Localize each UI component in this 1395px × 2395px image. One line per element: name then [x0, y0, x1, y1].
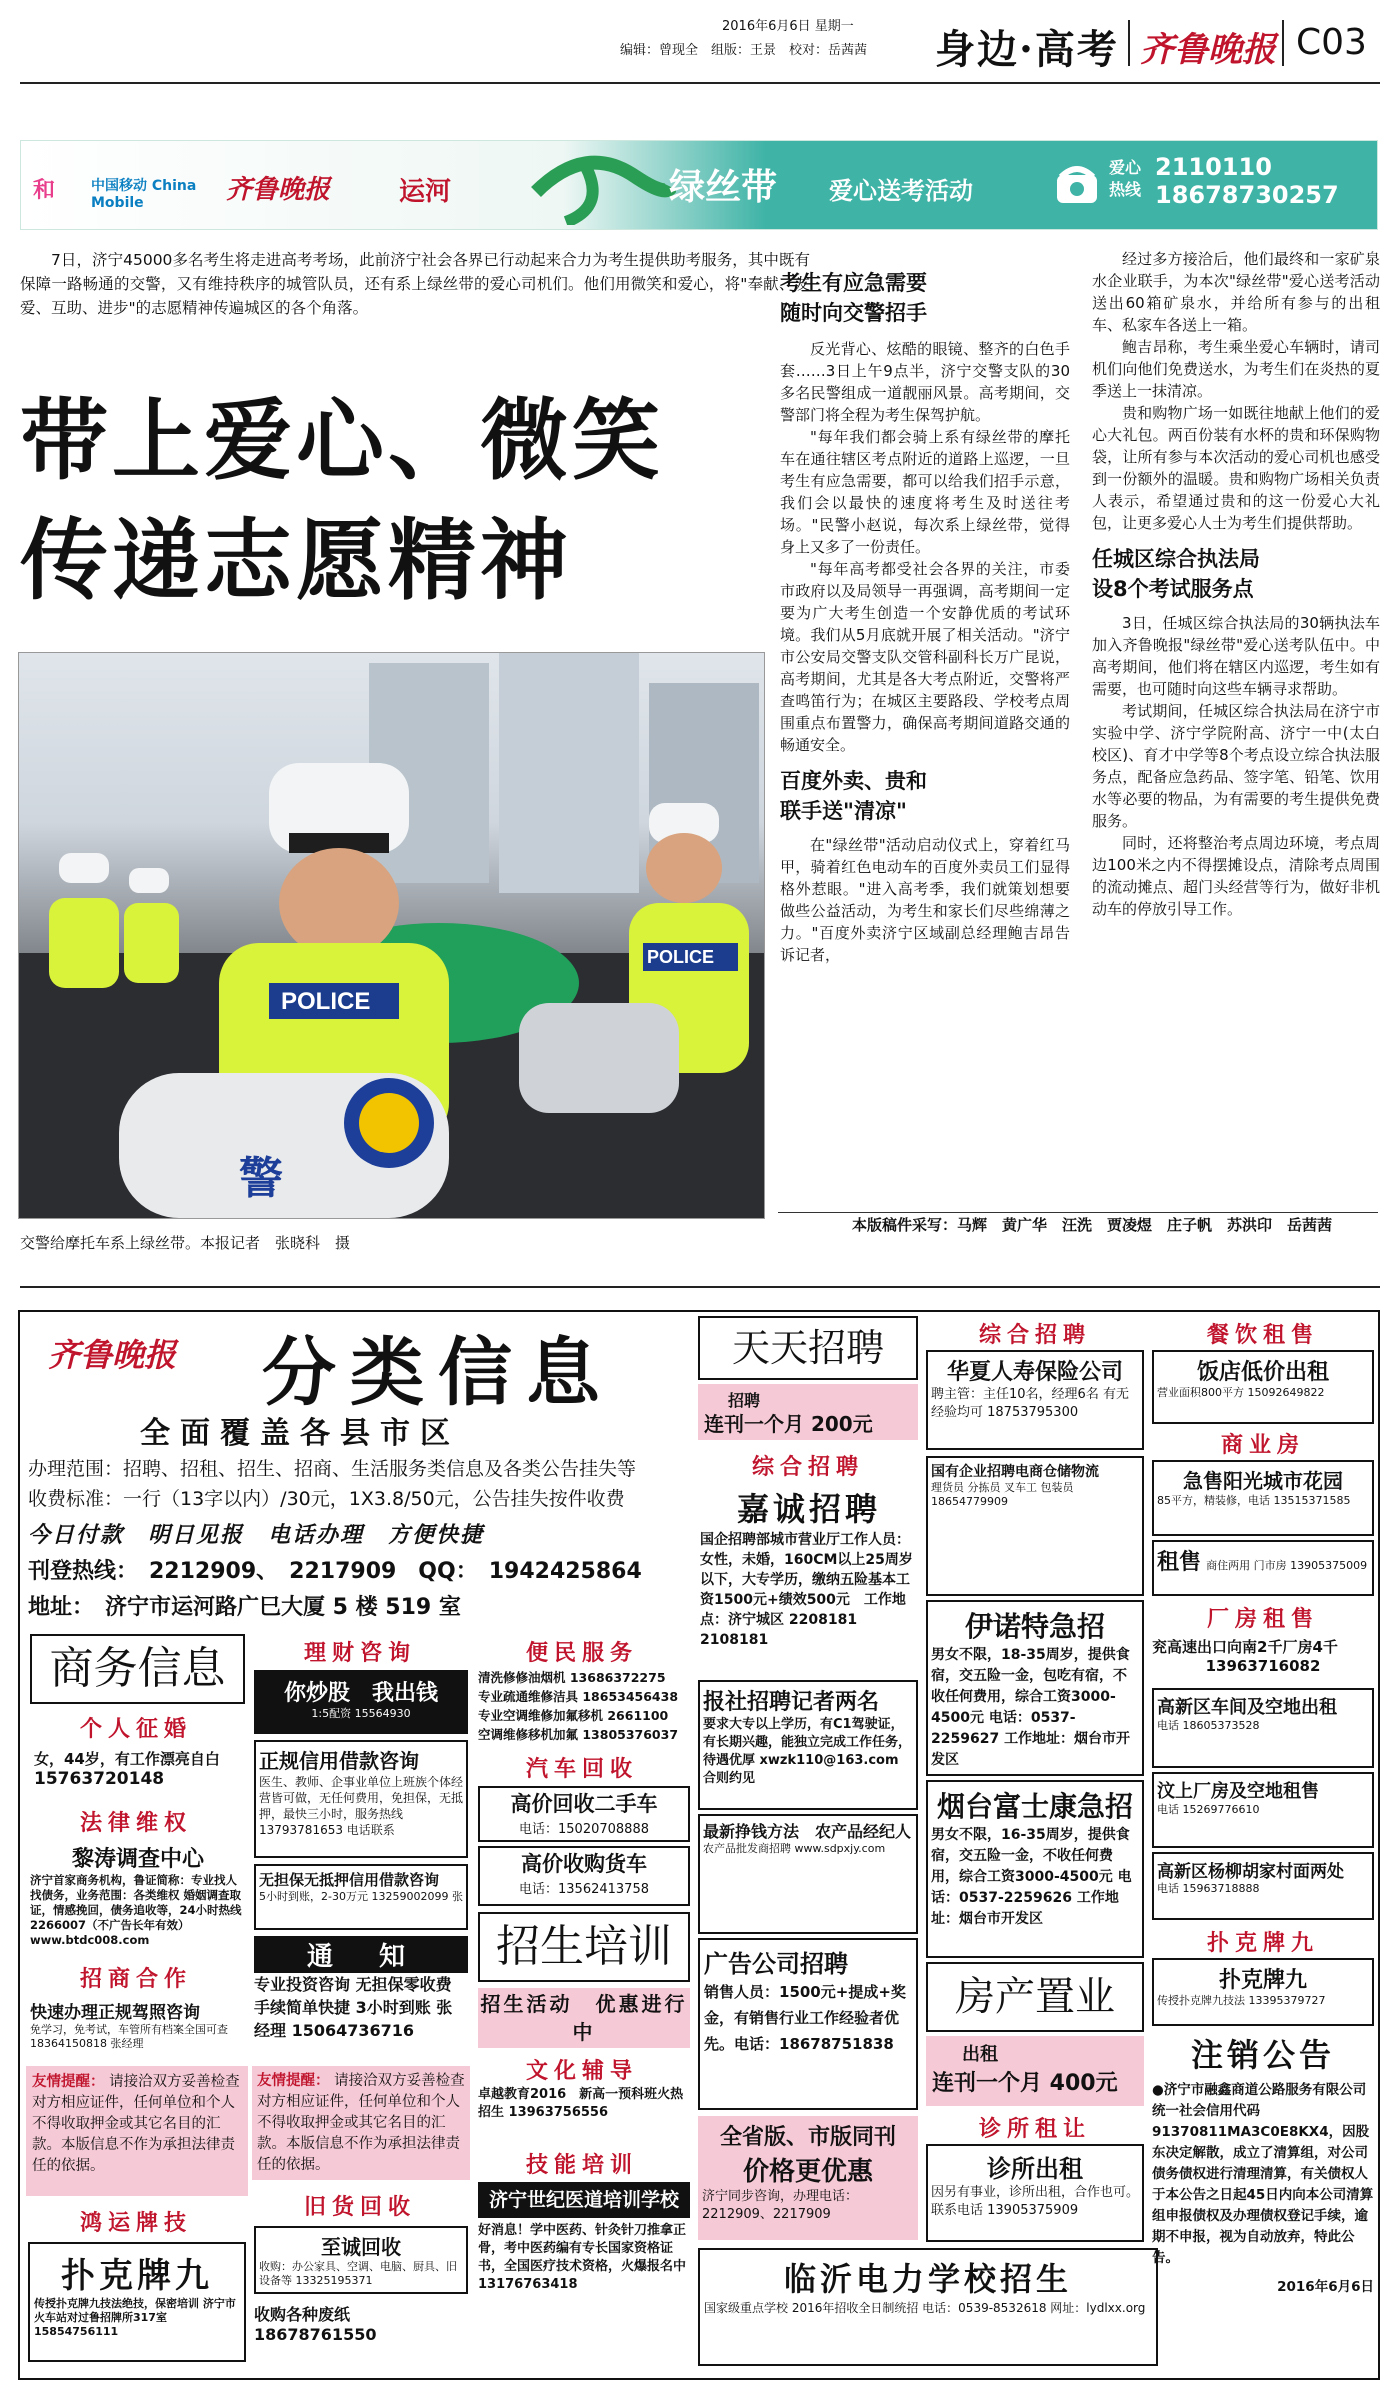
reminder-box-2	[252, 2066, 470, 2180]
paragraph: 考试期间，任城区综合执法局在济宁市实验中学、济宁学院附高、济宁一中(太白校区)、育才中学等8个考点设立综合执法服务点，配备应急药品、签字笔、铅笔、饮用水等必要的物品，为有需要的考生提供免费服务。	[1092, 702, 1380, 830]
personal-ad-phone: 15763720148	[34, 1769, 165, 1789]
clinic-ad	[926, 2144, 1144, 2242]
invest-section: 招商合作	[79, 1967, 192, 1992]
hotline-number-2: 18678730257	[1155, 181, 1339, 209]
sunshine-ad	[1152, 1460, 1374, 1536]
cancellation-date: 2016年6月6日	[1277, 2279, 1374, 2295]
factory-ad-1-title: 兖高速出口向南2千厂房4千	[1152, 1638, 1338, 1656]
yinuo-text: 男女不限，18-35周岁，提供食宿，交五险一金，包吃有宿，不收任何费用，综合工资3000-4500元 电话：0537-2259627 工作地址：烟台市开发区	[931, 1647, 1131, 1768]
driving-title: 快速办理正规驾照咨询	[30, 2003, 200, 2023]
latest-title: 最新挣钱方法 农产品经纪人	[703, 1822, 912, 1841]
lend-text: 1:5配资 15564930	[311, 1707, 411, 1720]
used-car-phone: 电话：15020708888	[519, 1822, 649, 1837]
reminder-text: 请接洽双方妥善检查对方相应证件，任何单位和个人不得收取押金或其它名目的汇款。本版信息不作为承担法律责任的依据。	[257, 2073, 465, 2173]
header-rule	[20, 82, 1380, 84]
linyi-school-ad	[698, 2248, 1158, 2366]
yinuo-title: 伊诺特急招	[964, 1610, 1105, 1643]
auto-section: 汽车回收	[525, 1757, 638, 1782]
clinic-section: 诊所租让	[978, 2117, 1091, 2142]
no-guarantee-ad	[254, 1864, 468, 1930]
edu-box: 招生培训	[478, 1912, 690, 1982]
rent-price-box	[926, 2036, 1144, 2106]
header-editors: 编辑：曾现全 组版：王景 校对：岳茜茜	[620, 43, 868, 58]
article-column-2	[780, 268, 1070, 966]
puke-section-right: 扑克牌九	[1206, 1931, 1319, 1956]
factory-ad-4-title: 高新区杨柳胡家村面两处	[1157, 1862, 1344, 1882]
hotline-numbers	[1155, 153, 1339, 209]
daily-recruit-box: 天天招聘	[698, 1316, 918, 1380]
convenience-list	[478, 1668, 690, 1744]
convenience-item: 专业疏通维修洁具 18653456438	[478, 1689, 679, 1704]
sunshine-title: 急售阳光城市花园	[1183, 1469, 1343, 1493]
page-number: C03	[1296, 22, 1367, 63]
ad-company-ad	[698, 1938, 918, 2110]
daily-price-box	[698, 1384, 918, 1440]
subhead-baidu-2: 联手送"清凉"	[780, 799, 907, 823]
classified-brand: 齐鲁晚报	[48, 1336, 177, 1374]
section-divider	[20, 1286, 1380, 1288]
puke-ad-right	[1152, 1958, 1374, 2026]
school-ad-text: 好消息！学中医药、针灸针刀推拿正骨，考中医药编有专长国家资格证书，全国医疗技术资格，火爆报名中 13176763418	[478, 2223, 687, 2292]
biz-info-box: 商务信息	[30, 1634, 245, 1704]
puke-text-right: 传授扑克牌九技法 13395379727	[1157, 1994, 1326, 2007]
huaxia-text: 聘主管：主任10名，经理6名 有无经验均可 18753795300	[931, 1387, 1129, 1420]
paragraph: 在"绿丝带"活动启动仪式上，穿着红马甲，骑着红色电动车的百度外卖员工们显得格外惹眼。"进入高考季，我们就策划想要做些公益活动，为考生和家长们尽些绵薄之力。"百度外卖济宁区域副总经理鲍吉昂告诉记者，	[780, 836, 1070, 964]
rent-sale-ad	[1152, 1540, 1374, 1596]
police-scene-illustration	[19, 653, 764, 1218]
personal-ad	[34, 1748, 244, 1789]
scope-line: 办理范围：招聘、招租、招生、招商、生活服务类信息及各类公告挂失等	[28, 1458, 637, 1480]
personal-section: 个人征婚	[79, 1717, 192, 1742]
green-ribbon-banner	[20, 140, 1378, 230]
daily-price: 连刊一个月 200元	[704, 1412, 873, 1436]
article-credit: 本版稿件采写：马辉 黄广华 汪洗 贾凌煜 庄子帆 苏洪印 岳茜茜	[852, 1216, 1333, 1234]
ads-address: 地址： 济宁市运河路广巳大厦 5 楼 519 室	[28, 1595, 461, 1620]
green-ribbon-icon	[526, 147, 676, 225]
convenience-section: 便民服务	[525, 1641, 638, 1666]
detective-text: 济宁首家商务机构，鲁证简称：专业找人找债务，业务范围：各类维权 婚姻调查取证，情感挽回，债务追收等，24小时热线 2266007（不广告长年有效）www.btdc008.com	[30, 1873, 242, 1947]
sponsor-cmcc-logo: 中国移动 China Mobile	[91, 178, 197, 211]
factory-ad-3-title: 汶上厂房及空地租售	[1157, 1781, 1319, 1802]
headline-line-2: 传递志愿精神	[20, 508, 573, 612]
factory-ad-2	[1152, 1688, 1374, 1768]
paragraph: "每年我们都会骑上系有绿丝带的摩托车在通往辖区考点附近的道路上巡逻，一旦考生有应急需要，都可以给我们招手示意，我们会以最快的速度将考生及时送往考场。"民警小赵说，每次系上绿丝带，觉得身上又多了一份责任。	[780, 428, 1070, 556]
dining-section: 餐饮租售	[1206, 1323, 1319, 1348]
recycle-title: 至诚回收	[321, 2235, 401, 2259]
paragraph: 反光背心、炫酷的眼镜、整齐的白色手套……3日上午9点半，济宁交警支队的30多名民警组成一道靓丽风景。高考期间，交警部门将全程为考生保驾护航。	[780, 340, 1070, 424]
hotline-label-2: 热线	[1109, 180, 1142, 199]
sponsor-he-logo: 和	[33, 178, 56, 203]
daily-price-label: 招聘	[728, 1391, 761, 1410]
paper-recycle-ad: 收购各种废纸 18678761550	[254, 2305, 377, 2344]
cancellation-title: 注销公告	[1190, 2036, 1335, 2074]
skill-section: 技能培训	[525, 2153, 638, 2178]
headline-line-1: 带上爱心、微笑	[20, 388, 665, 492]
detective-title: 黎涛调查中心	[71, 1846, 204, 1872]
section-title: 身边·高考	[935, 26, 1119, 73]
full-page-price: 价格更优惠	[742, 2157, 873, 2187]
hotline-label-1: 爱心	[1109, 158, 1142, 177]
header-weekday: 星期一	[814, 19, 854, 34]
state-enterprise-title: 国有企业招聘电商仓储物流	[931, 1464, 1099, 1480]
tutoring-ad: 卓越教育2016 新高一预科班火热招生 13963756556	[478, 2087, 684, 2120]
foxconn-title: 烟台富士康急招	[936, 1790, 1133, 1823]
subhead-rencheng	[1092, 544, 1380, 604]
paragraph: "每年高考都受社会各界的关注，市委市政府以及局领导一再强调，高考期间一定要为广大考生创造一个安静优质的考试环境。我们从5月底就开展了相关活动。"济宁市公安局交警支队交管科副科长万广昆说，高考期间，尤其是各大考点附近，交警将严查鸣笛行为；在城区主要路段、学校考点周围重点布置警力，确保高考期间道路交通的畅通安全。	[780, 560, 1070, 754]
classified-header	[22, 1314, 692, 1634]
notice-text: 专业投资咨询 无担保零收费 手续简单快捷 3小时到账 张经理 15064736716	[254, 1975, 453, 2040]
hongyun-section: 鸿运牌技	[79, 2211, 192, 2236]
used-car-ad	[478, 1786, 690, 1842]
latest-ad	[698, 1814, 918, 1934]
factory-ad-3	[1152, 1772, 1374, 1848]
paragraph: 同时，还将整治考点周边环境，考点周边100米之内不得摆摊设点，清除考点周围的流动摊点、超门头经营等行为，做好非机动车的停放引导工作。	[1092, 834, 1380, 918]
legal-section: 法律维权	[79, 1811, 192, 1836]
edu-promo: 招生活动 优惠进行中	[478, 1988, 690, 2048]
sponsor-yunhe-logo: 运河	[399, 177, 452, 207]
notice-ad	[254, 1936, 468, 2064]
factory-ad-1	[1152, 1636, 1374, 1675]
used-car-title: 高价回收二手车	[510, 1792, 658, 1816]
full-page-phone: 济宁同步咨询，办理电话：2212909、2217909	[702, 2189, 859, 2222]
convenience-item: 空调维修移机加氟 13805376037	[478, 1727, 679, 1742]
cancellation-notice	[1152, 2030, 1374, 2360]
header-date: 2016年6月6日	[722, 19, 811, 34]
factory-ad-4	[1152, 1852, 1374, 1920]
hotline-label	[1109, 157, 1141, 201]
lead-paragraph: 7日，济宁45000多名考生将走进高考考场，此前济宁社会各界已行动起来合力为考生提供助考服务，其中既有保障一路畅通的交警，又有维持秩序的城管队员，还有系上绿丝带的爱心司机们。他们用微笑和爱心，将"奉献、友爱、互助、进步"的志愿精神传遍城区的各个角落。	[20, 251, 810, 317]
slogan-line: 今日付款 明日见报 电话办理 方便快捷	[28, 1523, 485, 1548]
rent-label: 出租	[962, 2044, 998, 2065]
lend-ad	[254, 1670, 468, 1734]
recycle-ad	[254, 2226, 468, 2294]
finance-section: 理财咨询	[303, 1641, 416, 1666]
friendly-text: 请接洽双方妥善检查对方相应证件，任何单位和个人不得收取押金或其它名目的汇款。本版信息不作为承担法律责任的依据。	[32, 2074, 240, 2174]
rent-sale-text: 商住两用 门市房 13905375009	[1206, 1559, 1368, 1572]
puke-title-right: 扑克牌九	[1218, 1967, 1307, 1993]
puke-ad-left	[28, 2242, 246, 2362]
yinuo-ad	[926, 1600, 1144, 1776]
truck-title: 高价收购货车	[521, 1852, 647, 1876]
convenience-item: 清洗修修油烟机 13686372275	[478, 1670, 666, 1685]
ads-hotline: 刊登热线： 2212909、 2217909 QQ： 1942425864	[28, 1559, 642, 1584]
fee-line: 收费标准：一行（13字以内）/30元，1X3.8/50元，公告挂失按件收费	[28, 1488, 625, 1510]
real-estate-box: 房产置业	[926, 1962, 1144, 2032]
header-brand: 齐鲁晚报	[1140, 30, 1276, 70]
detective-ad	[30, 1842, 246, 1980]
credit-loan-text: 医生、教师、企事业单位上班族个体经营皆可做，无任何费用，免担保，无抵押，最快三小时，服务热线 13793781653 电话联系	[259, 1775, 464, 1837]
svg-text:POLICE: POLICE	[647, 947, 715, 967]
commercial-section: 商业房	[1220, 1433, 1305, 1458]
general-recruit-section-2: 综合招聘	[978, 1323, 1091, 1348]
puke-text-left: 传授扑克牌九技法绝技，保密培训 济宁市火车站对过鲁招牌所317室 15854756111	[34, 2297, 236, 2338]
hotel-text: 营业面积800平方 15092649822	[1157, 1386, 1325, 1399]
paragraph: 鲍吉昂称，考生乘坐爱心车辆时，请司机们向他们免费送水，为考生们在炎热的夏季送上一抹清凉。	[1092, 338, 1380, 400]
latest-text: 农产品批发商招聘 www.sdpxjy.com	[703, 1842, 886, 1855]
factory-ad-2-title: 高新区车间及空地出租	[1157, 1697, 1337, 1718]
sponsor-qilu-logo: 齐鲁晚报	[226, 175, 331, 205]
subhead-traffic-police	[780, 268, 1070, 328]
classified-title: 分类信息	[262, 1330, 614, 1416]
state-enterprise-ad	[926, 1456, 1144, 1596]
photo-caption: 交警给摩托车系上绿丝带。本报记者 张晓科 摄	[20, 1234, 351, 1252]
subhead-rencheng-2: 设8个考试服务点	[1092, 577, 1254, 601]
factory-ad-2-text: 电话 18605373528	[1157, 1719, 1260, 1732]
jiacheng-title: 嘉诚招聘	[736, 1490, 881, 1528]
credit-loan-ad	[254, 1740, 468, 1858]
no-guarantee-text: 5小时到账，2-30万元 13259002099 张	[259, 1890, 463, 1903]
clinic-text: 因另有事业，诊所出租，合作也可。联系电话 13905375909	[931, 2185, 1140, 2218]
subhead-traffic-police-2: 随时向交警招手	[780, 301, 927, 325]
linyi-title: 临沂电力学校招生	[783, 2260, 1072, 2298]
factory-ad-1-phone: 13963716082	[1205, 1657, 1321, 1675]
full-page-promo	[698, 2116, 918, 2240]
clinic-title: 诊所出租	[987, 2155, 1083, 2183]
rent-sale-title: 租售	[1157, 1550, 1202, 1575]
truck-phone: 电话：13562413758	[519, 1882, 649, 1897]
reporter-text: 要求大专以上学历，有C1驾驶证，有长期兴趣，能独立完成工作任务，待遇优厚 xwzk110@163.com 合则约见	[703, 1717, 912, 1786]
paragraph: 贵和购物广场一如既往地献上他们的爱心大礼包。两百份装有水杯的贵和环保购物袋，让所有参与本次活动的爱心司机也感受到一份额外的温暖。贵和购物广场相关负责人表示，希望通过贵和的这一份爱心大礼包，让更多爱心人士为考生们提供帮助。	[1092, 404, 1380, 532]
credit-rule	[778, 1212, 1378, 1213]
article-column-3	[1092, 248, 1380, 920]
header-divider	[1128, 20, 1130, 66]
banner-subtitle: 爱心送考活动	[829, 177, 973, 205]
paragraph: 经过多方接洽后，他们最终和一家矿泉水企业联手，为本次"绿丝带"爱心送考活动送出60箱矿泉水，并给所有参与的出租车、私家车各送上一箱。	[1092, 250, 1380, 334]
header-divider-2	[1282, 20, 1284, 66]
rent-price: 连刊一个月 400元	[932, 2071, 1118, 2096]
subhead-rencheng-1: 任城区综合执法局	[1092, 547, 1260, 571]
subhead-traffic-police-1: 考生有应急需要	[780, 271, 927, 295]
hotel-ad	[1152, 1350, 1374, 1424]
recycle-section: 旧货回收	[303, 2195, 416, 2220]
factory-ad-3-text: 电话 15269776610	[1157, 1803, 1260, 1816]
factory-section: 厂房租售	[1206, 1607, 1319, 1632]
jiacheng-ad	[700, 1484, 918, 1650]
general-recruit-section: 综合招聘	[751, 1455, 864, 1480]
svg-text:POLICE: POLICE	[281, 988, 371, 1015]
driving-ad	[30, 1998, 246, 2058]
reporter-ad	[698, 1680, 918, 1810]
jiacheng-text: 国企招聘部城市营业厅工作人员：女性，未婚，160CM以上25周岁以下，大专学历，缴纳五险基本工资1500元+绩效500元 工作地点：济宁城区 2208181 2108181	[700, 1532, 913, 1648]
huaxia-ad	[926, 1350, 1144, 1450]
sunshine-text: 85平方，精装修，电话 13515371585	[1157, 1494, 1351, 1507]
foxconn-ad	[926, 1780, 1144, 1958]
notice-title: 通 知	[254, 1936, 468, 1973]
driving-text: 免学习，免考试，车管所有档案全国可查 18364150818 张经理	[30, 2023, 228, 2050]
svg-text:警: 警	[239, 1153, 283, 1204]
puke-title-left: 扑克牌九	[61, 2256, 213, 2296]
friendly-reminder-box	[26, 2066, 248, 2196]
subhead-baidu-1: 百度外卖、贵和	[780, 769, 927, 793]
state-enterprise-text: 理货员 分拣员 叉车工 包装员 18654779909	[931, 1481, 1074, 1508]
reminder-label: 友情提醒：	[257, 2073, 330, 2089]
tutoring-section: 文化辅导	[525, 2059, 638, 2084]
friendly-label: 友情提醒：	[32, 2074, 105, 2090]
truck-ad	[478, 1846, 690, 1906]
school-ad-title: 济宁世纪医道培训学校	[478, 2182, 690, 2218]
recycle-text: 收购：办公家具、空调、电脑、厨具、旧设备等 13325195371	[259, 2260, 457, 2287]
coverage-line: 全面覆盖各县市区	[140, 1416, 460, 1451]
reporter-title: 报社招聘记者两名	[703, 1690, 880, 1715]
credit-loan-title: 正规信用借款咨询	[259, 1749, 419, 1773]
personal-ad-text: 女，44岁，有工作漂亮自白	[34, 1750, 220, 1768]
banner-title: 绿丝带	[669, 167, 778, 208]
header-date-line	[722, 20, 854, 34]
subhead-baidu	[780, 766, 1070, 826]
lend-title: 你炒股 我出钱	[283, 1681, 438, 1706]
phone-icon	[1053, 161, 1101, 209]
police-photo	[18, 652, 765, 1219]
no-guarantee-title: 无担保无抵押信用借款咨询	[259, 1871, 440, 1889]
ad-company-title: 广告公司招聘	[704, 1950, 848, 1978]
foxconn-text: 男女不限，16-35周岁，提供食宿，交五险一金，不收任何费用，综合工资3000-4500元 电话：0537-2259626 工作地址：烟台市开发区	[931, 1827, 1132, 1927]
full-page-title: 全省版、市版同刊	[719, 2125, 896, 2150]
convenience-item: 专业空调维修加氟移机 2661100	[478, 1708, 669, 1723]
hotel-title: 饭店低价出租	[1196, 1360, 1329, 1385]
huaxia-title: 华夏人寿保险公司	[946, 1360, 1123, 1385]
ad-company-text: 销售人员：1500元+提成+奖金，有销售行业工作经验者优先。电话：18678751838	[704, 1983, 906, 2053]
hotline-number-1: 2110110	[1155, 153, 1272, 181]
cancellation-text: ●济宁市融鑫商道公路服务有限公司统一社会信用代码91370811MA3C0E8KX4，因股东决定解散，成立了清算组，对公司债务债权进行清理清算，有关债权人于本公告之日起45日内向本公司清算组申报债权及办理债权登记手续，逾期不申报，视为自动放弃，特此公告。	[1152, 2082, 1374, 2266]
factory-ad-4-text: 电话 15963718888	[1157, 1882, 1260, 1895]
paragraph: 3日，任城区综合执法局的30辆执法车加入齐鲁晚报"绿丝带"爱心送考队伍中。中高考期间，他们将在辖区内巡逻，考生如有需要，也可随时向这些车辆寻求帮助。	[1092, 614, 1380, 698]
linyi-text: 国家级重点学校 2016年招收全日制统招 电话：0539-8532618 网址：lydlxx.org	[704, 2301, 1146, 2315]
